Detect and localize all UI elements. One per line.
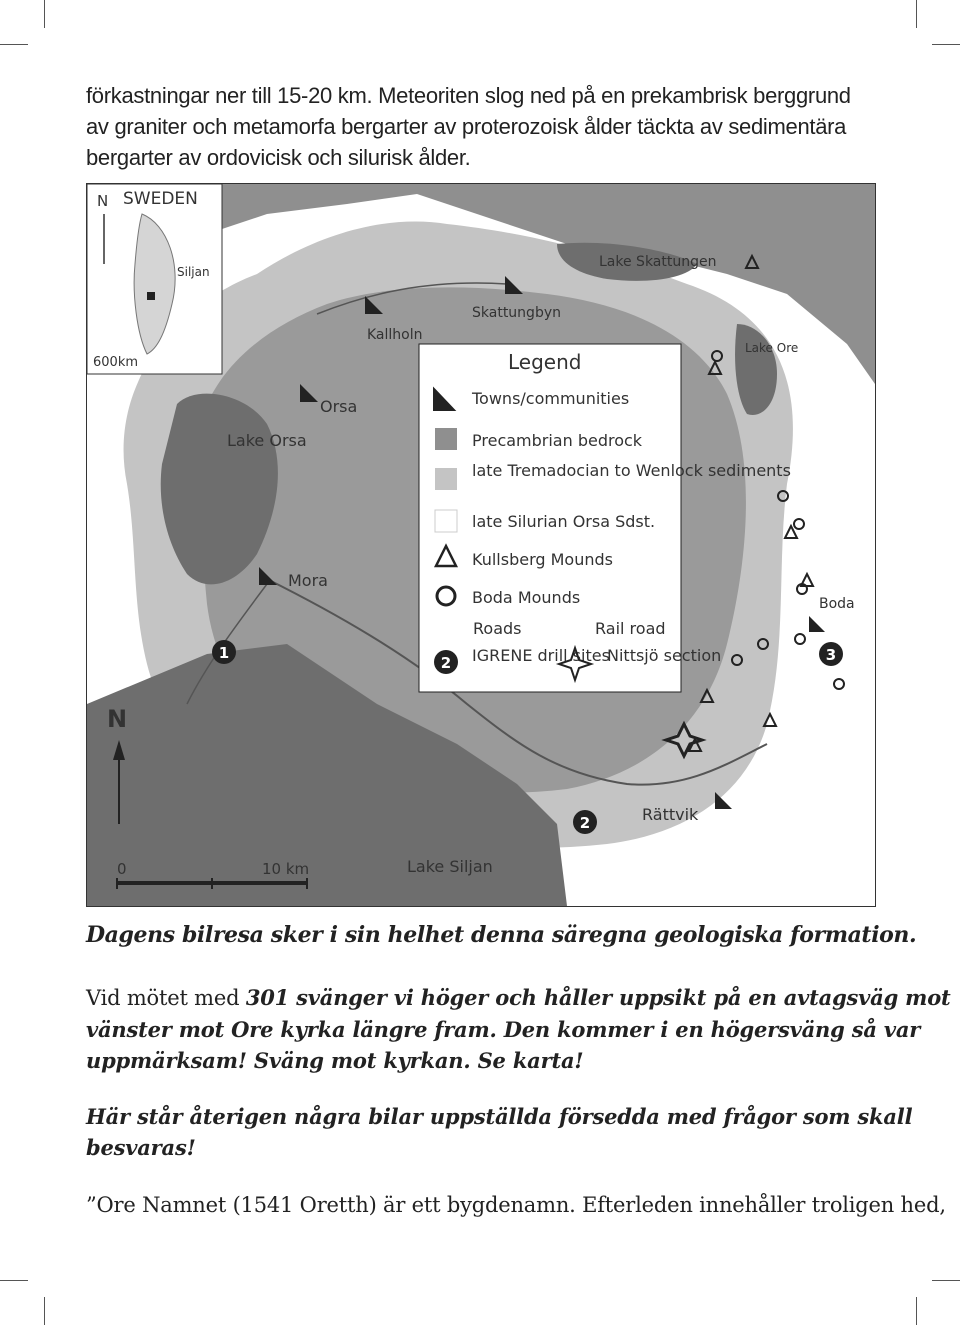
text-prefix: Vid mötet med [86, 986, 246, 1010]
label-rattvik: Rättvik [642, 805, 699, 824]
drill-site-icon-number: 2 [440, 654, 452, 672]
drill-site-number: 1 [218, 644, 230, 662]
map-caption: Dagens bilresa sker i sin helhet denna säregna geologiska formation. [86, 922, 917, 948]
crop-mark [0, 1280, 28, 1281]
legend-title: Legend [508, 350, 582, 374]
cars-paragraph [86, 1101, 913, 1163]
crop-mark [916, 0, 917, 28]
inset-scale-label: 600km [93, 355, 139, 370]
legend-towns: Towns/communities [472, 389, 630, 408]
label-kallholn: Kallholn [367, 327, 423, 343]
legend-orsa-sandstone: late Silurian Orsa Sdst. [472, 512, 656, 531]
legend-sediments: late Tremadocian to Wenlock sediments [472, 461, 791, 480]
north-label: N [107, 705, 128, 733]
label-skattungbyn: Skattungbyn [472, 305, 561, 321]
label-boda: Boda [819, 596, 855, 612]
legend-kullsberg: Kullsberg Mounds [472, 550, 613, 569]
scale-end: 10 km [262, 860, 310, 878]
directions-paragraph [86, 982, 951, 1076]
inset-north-label: N [97, 192, 109, 210]
crop-mark [44, 0, 45, 28]
inset-country-label: SWEDEN [123, 189, 198, 209]
text-emphasis: 301 svänger vi höger och håller uppsikt på en avtagsväg mot [245, 985, 951, 1010]
text-line: förkastningar ner till 15-20 km. Meteoriten slog ned på en prekambrisk berggrund [86, 83, 851, 108]
label-lake-ore: Lake Ore [745, 341, 799, 355]
scale-zero: 0 [117, 860, 127, 878]
legend-roads: Roads [473, 619, 522, 638]
legend-precambrian: Precambrian bedrock [472, 431, 643, 450]
crop-mark [44, 1297, 45, 1325]
crop-mark [916, 1297, 917, 1325]
ore-name-paragraph: ”Ore Namnet (1541 Oretth) är ett bygdenamn. Efterleden innehåller troligen hed, [86, 1193, 946, 1217]
crop-mark [932, 44, 960, 45]
label-lake-siljan: Lake Siljan [407, 857, 493, 876]
label-lake-skattungen: Lake Skattungen [599, 254, 717, 270]
legend-swatch-white [435, 510, 457, 532]
siljan-geological-map [86, 183, 876, 907]
legend-rail: Rail road [595, 619, 666, 638]
label-orsa: Orsa [320, 397, 358, 416]
drill-site-number: 2 [579, 814, 591, 832]
label-lake-orsa: Lake Orsa [227, 431, 307, 450]
inset-siljan-label: Siljan [177, 265, 210, 279]
text-emphasis: vänster mot Ore kyrka längre fram. Den kommer i en högersväng så var [86, 1017, 921, 1042]
text-emphasis: uppmärksam! Sväng mot kyrkan. Se karta! [86, 1048, 584, 1073]
intro-paragraph [86, 80, 876, 173]
legend-nittsjo: Nittsjö section [607, 646, 722, 665]
crop-mark [0, 44, 28, 45]
text-line: besvaras! [86, 1135, 196, 1160]
text-line: Här står återigen några bilar uppställda försedda med frågor som skall [86, 1104, 913, 1129]
text-line: av graniter och metamorfa bergarter av proterozoisk ålder täckta av sedimentära [86, 114, 847, 139]
label-mora: Mora [288, 571, 328, 590]
legend-drill-sites: IGRENE drill sites [472, 646, 610, 665]
drill-site-number: 3 [825, 646, 837, 664]
siljan-marker [147, 292, 155, 300]
crop-mark [932, 1280, 960, 1281]
text-line: bergarter av ordovicisk och silurisk ålder. [86, 145, 471, 170]
legend-swatch-light [435, 468, 457, 490]
legend-boda: Boda Mounds [472, 588, 581, 607]
legend-swatch-dark [435, 428, 457, 450]
